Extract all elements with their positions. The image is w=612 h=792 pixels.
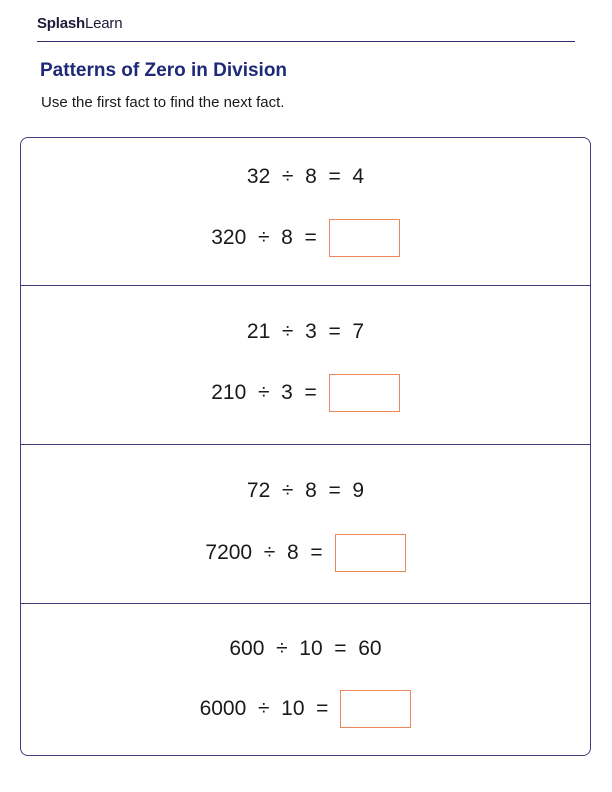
given-fact: 600 ÷ 10 = 60 bbox=[229, 637, 382, 660]
given-fact: 21 ÷ 3 = 7 bbox=[246, 320, 365, 343]
given-fact: 72 ÷ 8 = 9 bbox=[246, 479, 365, 502]
question-line bbox=[21, 218, 590, 258]
worksheet-instruction: Use the first fact to find the next fact. bbox=[41, 94, 285, 111]
problem-row bbox=[21, 445, 590, 604]
question-line bbox=[21, 689, 590, 729]
answer-box[interactable] bbox=[329, 219, 400, 257]
problem-row bbox=[21, 138, 590, 286]
question-line bbox=[21, 373, 590, 413]
splashlearn-logo bbox=[37, 15, 122, 32]
logo-learn: Learn bbox=[84, 15, 123, 32]
problem-row bbox=[21, 604, 590, 756]
header-divider bbox=[37, 41, 575, 42]
question-line bbox=[21, 533, 590, 573]
question-text: 210 ÷ 3 = bbox=[211, 381, 317, 404]
given-fact: 32 ÷ 8 = 4 bbox=[246, 165, 365, 188]
answer-box[interactable] bbox=[329, 374, 400, 412]
question-text: 320 ÷ 8 = bbox=[211, 226, 317, 249]
problem-row bbox=[21, 286, 590, 445]
logo-splash: Splash bbox=[37, 15, 85, 32]
problems-card bbox=[20, 137, 591, 756]
question-text: 7200 ÷ 8 = bbox=[205, 541, 323, 564]
answer-box[interactable] bbox=[340, 690, 411, 728]
answer-box[interactable] bbox=[335, 534, 406, 572]
question-text: 6000 ÷ 10 = bbox=[199, 697, 329, 720]
worksheet-title: Patterns of Zero in Division bbox=[40, 60, 288, 81]
